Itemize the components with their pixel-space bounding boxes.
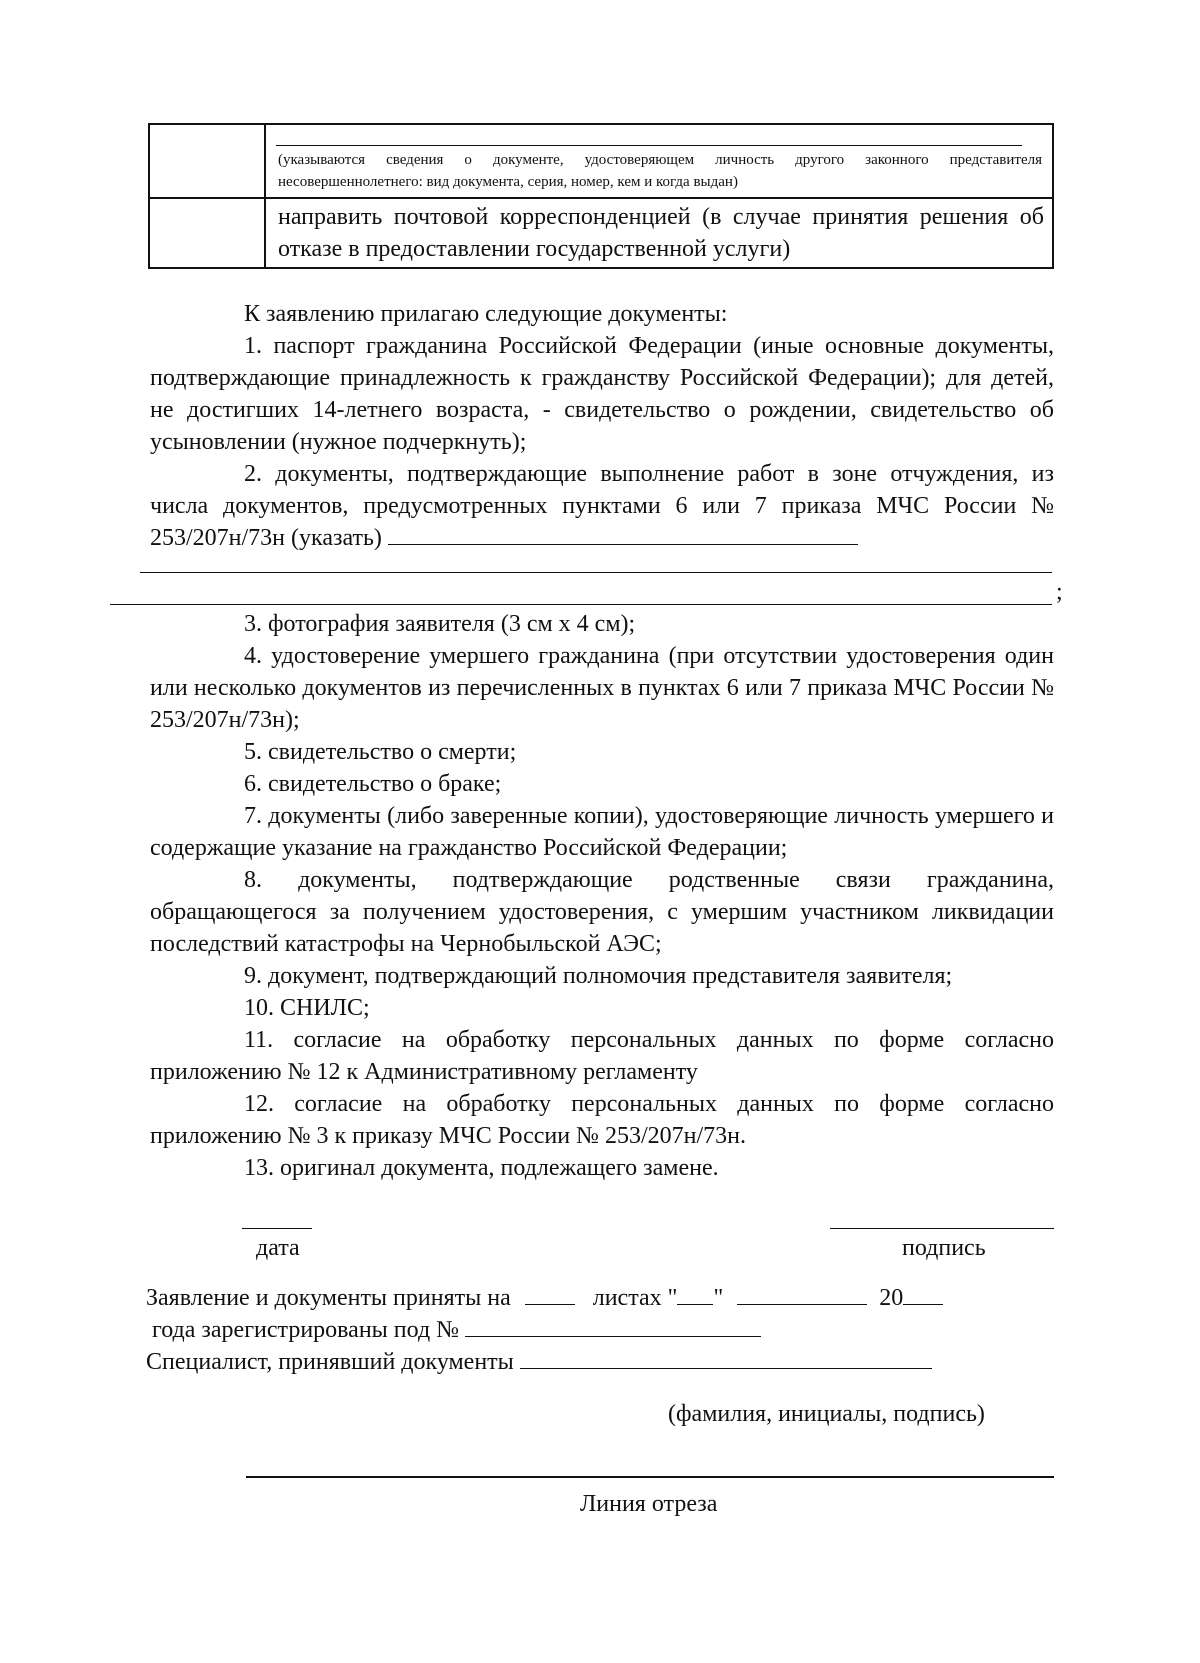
acceptance-line: Заявление и документы приняты на листах " " 20: [146, 1282, 1056, 1314]
semicolon: ;: [1056, 579, 1063, 605]
cut-line-label: Линия отреза: [580, 1491, 718, 1517]
cut-rule: [246, 1476, 1054, 1478]
fill-line: [110, 604, 1052, 605]
date-line: [242, 1228, 312, 1229]
attach-intro: К заявлению прилагаю следующие документы:: [244, 301, 728, 327]
list-item: 4. удостоверение умершего гражданина (при отсутствии удостоверения один или несколько документов из перечисленных в пунктах 6 или 7 приказа МЧС России № 253/207н/73н);: [150, 643, 1054, 733]
date-label: дата: [256, 1235, 300, 1261]
registration-line: года зарегистрированы под №: [152, 1314, 761, 1346]
table-cell-empty: [149, 198, 265, 268]
fill-line: [140, 572, 1052, 573]
list-item: 5. свидетельство о смерти;: [244, 739, 517, 765]
table-cell-send: [265, 198, 1053, 268]
list-item: 6. свидетельство о браке;: [244, 771, 502, 797]
signature-label: подпись: [902, 1235, 986, 1261]
list-item: 7. документы (либо заверенные копии), удостоверяющие личность умершего и содержащие указание на гражданство Российской Федерации;: [150, 803, 1054, 861]
list-item: 1. паспорт гражданина Российской Федерации (иные основные документы, подтверждающие принадлежность к гражданству Российской Федерации); для детей, не достигших 14-летнего возраста, - свидетельство о рождении, свидетельство об усыновлении (нужное подчеркнуть);: [150, 333, 1054, 455]
list-item: 9. документ, подтверждающий полномочия представителя заявителя;: [244, 963, 953, 989]
list-item: 2. документы, подтверждающие выполнение работ в зоне отчуждения, из числа документов, предусмотренных пунктами 6 или 7 приказа МЧС России № 253/207н/73н (указать): [150, 461, 1054, 551]
list-item: 11. согласие на обработку персональных данных по форме согласно приложению № 12 к Административному регламенту: [150, 1027, 1054, 1085]
list-item: 3. фотография заявителя (3 см х 4 см);: [244, 611, 636, 637]
table-cell-empty: [149, 124, 265, 198]
signature-line: [830, 1228, 1054, 1229]
list-item: 8. документы, подтверждающие родственные связи гражданина, обращающегося за получением удостоверения, с умершим участником ликвидации последствий катастрофы на Чернобыльской АЭС;: [150, 867, 1054, 957]
specialist-line: Специалист, принявший документы: [146, 1346, 932, 1378]
list-item: 10. СНИЛС;: [244, 995, 370, 1021]
specialist-caption: (фамилия, инициалы, подпись): [668, 1401, 985, 1427]
send-by-mail-option: направить почтовой корреспонденцией (в случае принятия решения об отказе в предоставлении государственной услуги): [278, 204, 1044, 262]
table-cell-note: [265, 124, 1053, 198]
info-table: [148, 123, 1054, 269]
list-item: 13. оригинал документа, подлежащего замене.: [244, 1155, 719, 1181]
representative-doc-note: (указываются сведения о документе, удостоверяющем личность другого законного представителя несовершеннолетнего: вид документа, серия, номер, кем и когда выдан): [278, 152, 1042, 190]
list-item: 12. согласие на обработку персональных данных по форме согласно приложению № 3 к приказу МЧС России № 253/207н/73н.: [150, 1091, 1054, 1149]
